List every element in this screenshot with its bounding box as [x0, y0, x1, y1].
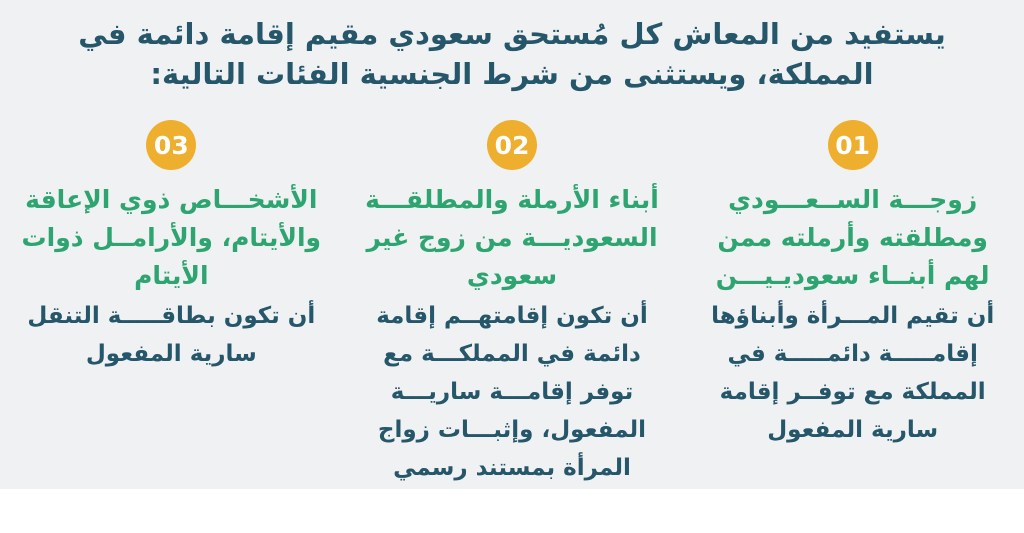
title-line-2: المملكة، ويستثنى من شرط الجنسية الفئات التالية:: [150, 57, 874, 91]
title-line-1: يستفيد من المعاش كل مُستحق سعودي مقيم إقامة دائمة في: [78, 17, 946, 51]
category-01-body: أن تقيم المـــرأة وأبناؤها إقامـــــة دائمـــــة في المملكة مع توفــر إقامة سارية المفعول: [711, 303, 995, 443]
category-03-heading: الأشخـــاص ذوي الإعاقة والأيتام، والأرامــل ذوات الأيتام: [21, 185, 322, 290]
category-01-number-badge: [828, 120, 878, 170]
category-02-number: 02: [494, 130, 530, 160]
category-01-heading: زوجـــة الســعـــودي ومطلقته وأرملته ممن لهم أبنــاء سعوديـيـــن: [715, 185, 990, 290]
category-card-02: [355, 120, 670, 487]
category-card-01: [695, 120, 1010, 487]
category-columns: [0, 120, 1024, 487]
category-02-body: أن تكون إقامتهــم إقامة دائمة في المملكـــة مع توفر إقامـــة ساريـــة المفعول، وإثبـــات زواج المرأة بمستند رسمي: [376, 303, 648, 481]
category-03-body: أن تكون بطاقـــــة التنقل سارية المفعول: [27, 303, 316, 367]
category-03-number-badge: [146, 120, 196, 170]
category-02-heading: أبناء الأرملة والمطلقـــة السعوديـــة من زوج غير سعودي: [365, 185, 659, 290]
category-card-03: [14, 120, 329, 487]
bottom-white-strip: [0, 489, 1024, 533]
category-01-number: 01: [835, 130, 871, 160]
category-03-number: 03: [153, 130, 189, 160]
page-title: [0, 0, 1024, 94]
category-02-number-badge: [487, 120, 537, 170]
